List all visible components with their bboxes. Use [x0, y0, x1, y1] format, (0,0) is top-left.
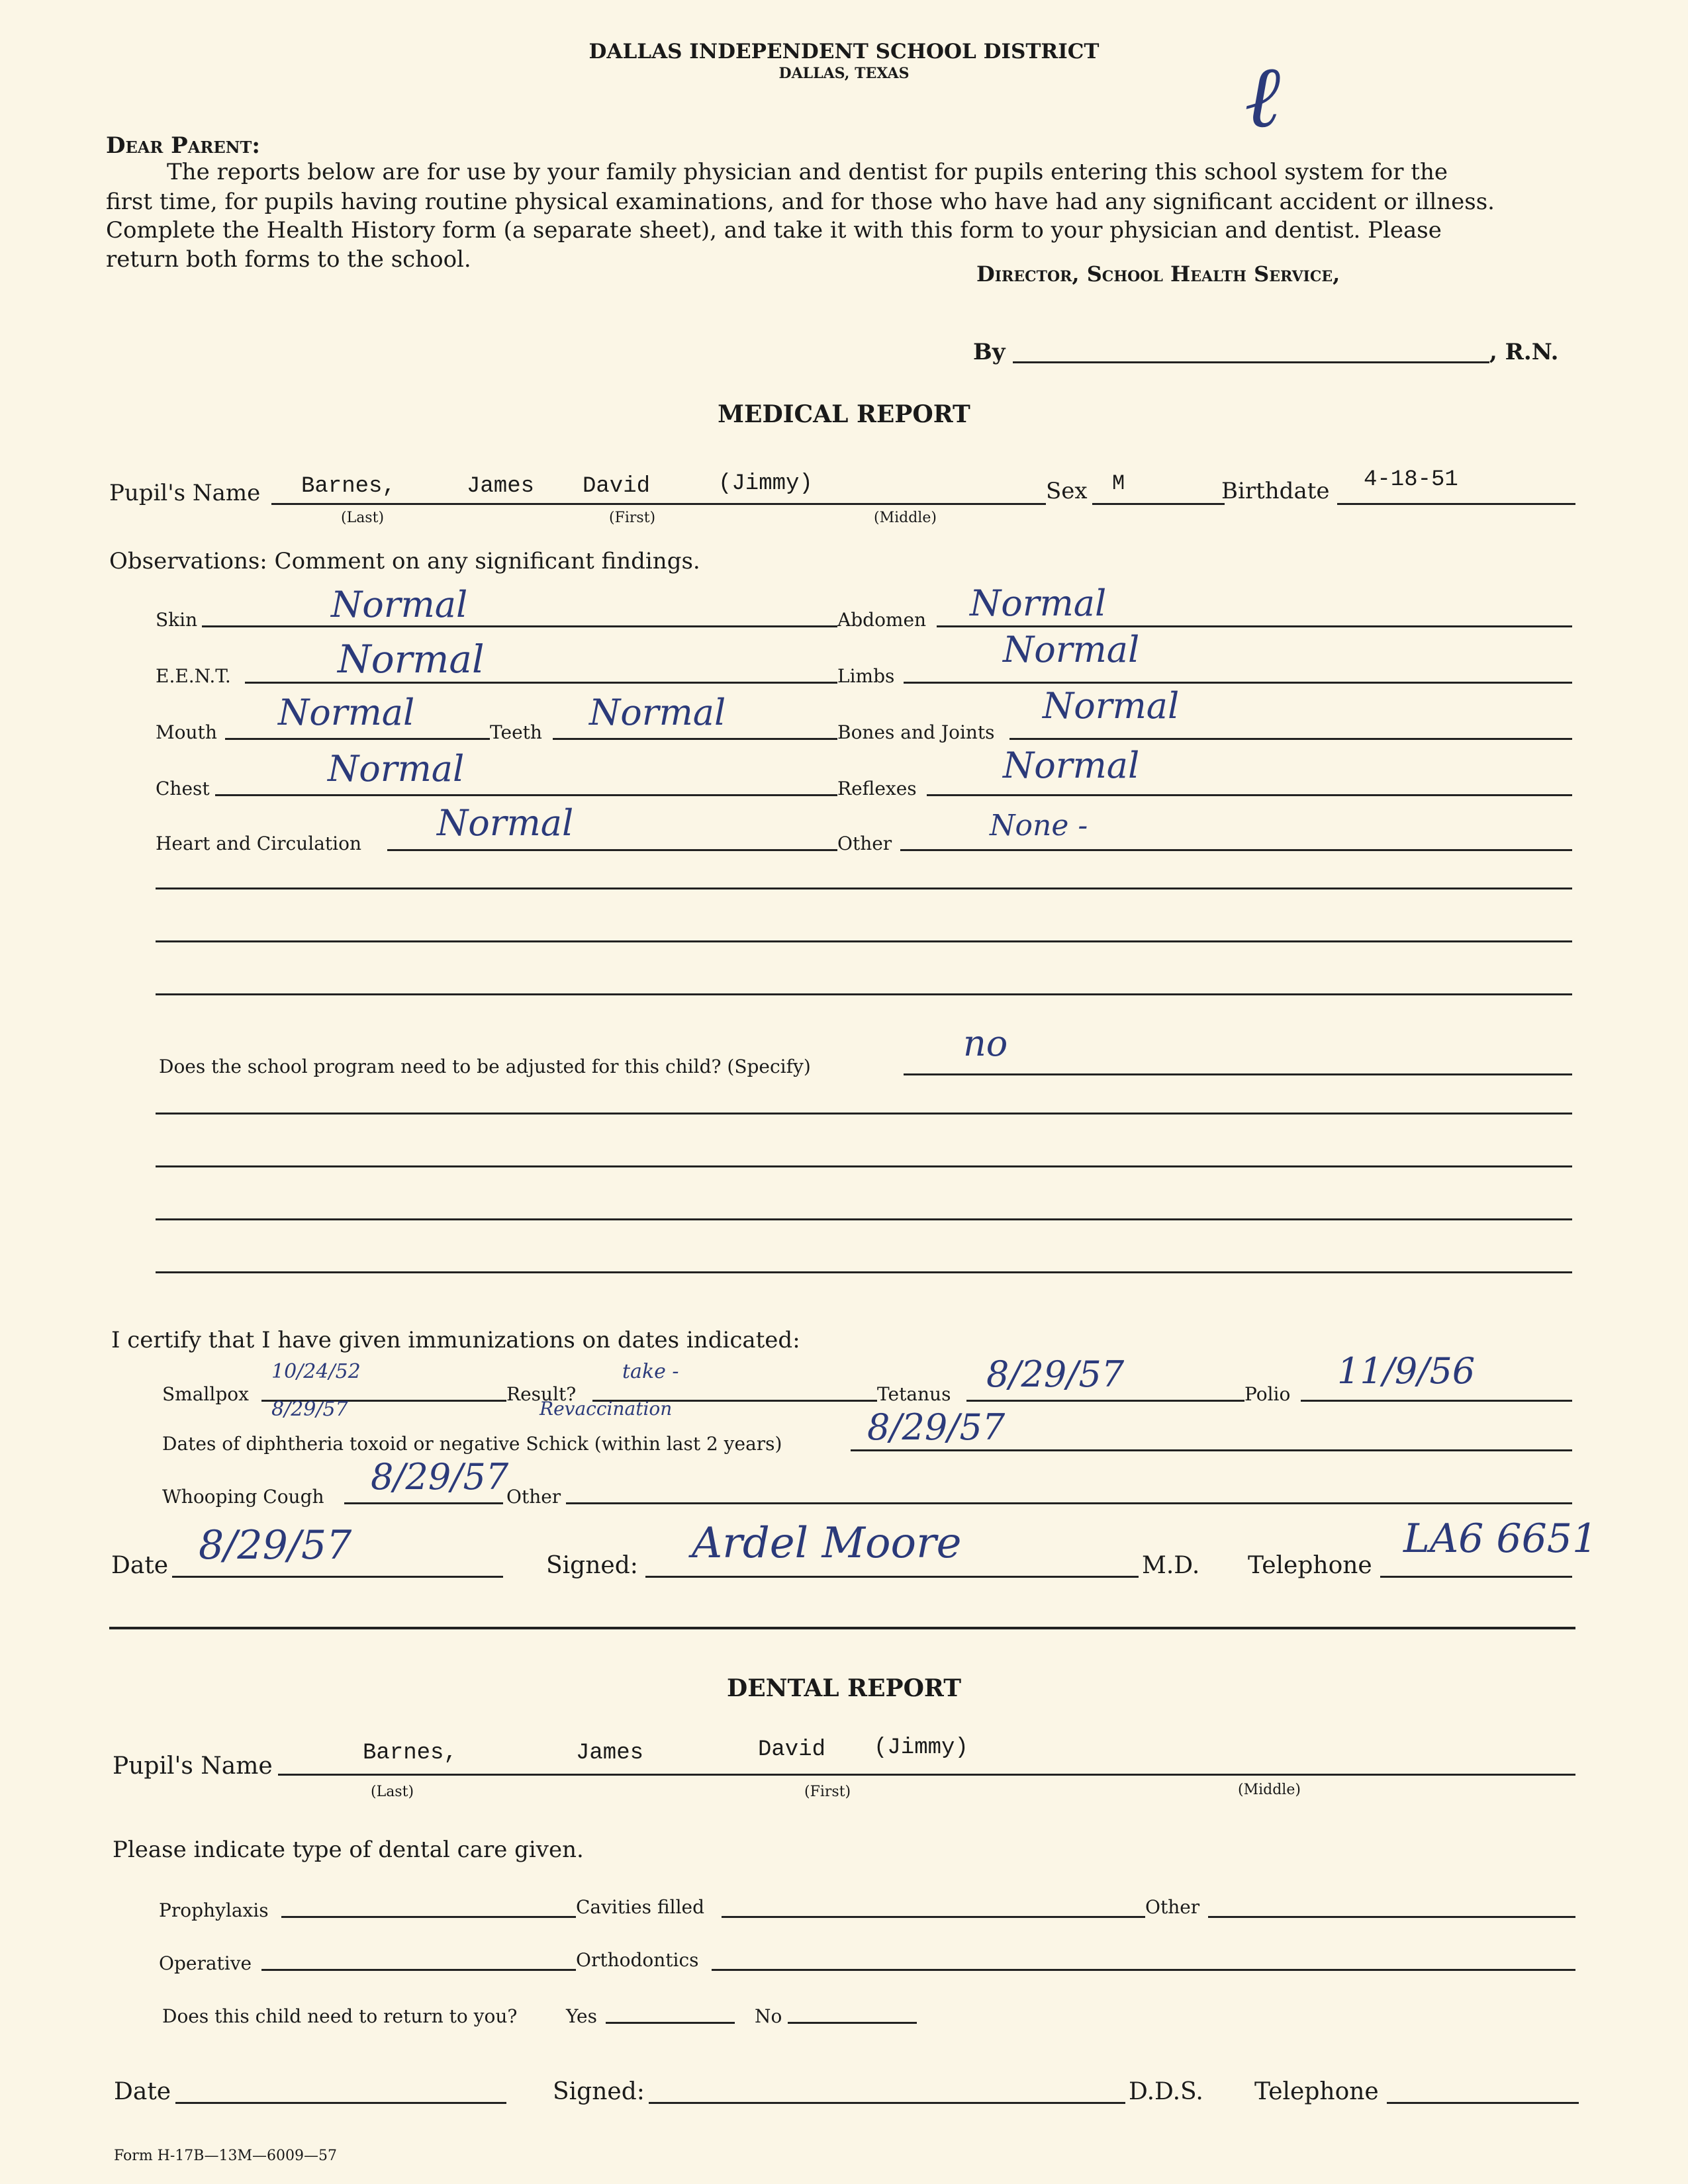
notes-line-2[interactable] [156, 940, 1572, 942]
medical-telephone-label: Telephone [1248, 1552, 1372, 1579]
adjust-notes-line-4[interactable] [156, 1271, 1572, 1273]
last-caption: (Last) [341, 510, 385, 526]
pupil-first-name: James [467, 474, 535, 499]
return-yes-line[interactable] [606, 2002, 735, 2024]
chest-label: Chest [156, 778, 210, 799]
teeth-value: Normal [589, 692, 726, 733]
dental-pupil-nickname: (Jimmy) [874, 1735, 968, 1760]
immunization-other-line[interactable] [566, 1482, 1572, 1504]
heart-label: Heart and Circulation [156, 833, 361, 854]
cavities-filled-line[interactable] [722, 1896, 1145, 1918]
reflexes-label: Reflexes [837, 778, 917, 799]
operative-line[interactable] [261, 1949, 576, 1971]
other-label: Other [837, 833, 892, 854]
diphtheria-label: Dates of diphtheria toxoid or negative Schick (within last 2 years) [162, 1433, 782, 1455]
limbs-value: Normal [1003, 629, 1140, 670]
md-label: M.D. [1142, 1552, 1200, 1579]
dental-pupil-middle-name: David [758, 1737, 826, 1762]
sex-label: Sex [1046, 478, 1088, 504]
skin-line[interactable] [202, 606, 837, 627]
result-label: Result? [506, 1383, 577, 1405]
district-city: DALLAS, TEXAS [778, 65, 910, 82]
letter-line-1: The reports below are for use by your family physician and dentist for pupils entering this school system for the [167, 159, 1448, 185]
whooping-cough-label: Whooping Cough [162, 1486, 324, 1508]
medical-telephone-value: LA6 6651 [1403, 1516, 1598, 1562]
adjust-notes-line-2[interactable] [156, 1165, 1572, 1167]
smallpox-date-2: 8/29/57 [271, 1398, 348, 1421]
medical-signed-label: Signed: [546, 1552, 638, 1579]
orthodontics-line[interactable] [712, 1949, 1575, 1971]
return-no-line[interactable] [788, 2002, 917, 2024]
return-question-label: Does this child need to return to you? [162, 2005, 518, 2027]
eent-value: Normal [338, 637, 485, 682]
sex-value: M [1112, 471, 1125, 496]
dental-care-label: Please indicate type of dental care given. [113, 1837, 584, 1863]
eent-label: E.E.N.T. [156, 665, 231, 687]
chest-line[interactable] [215, 774, 837, 796]
polio-date: 11/9/56 [1337, 1350, 1476, 1392]
abdomen-value: Normal [970, 582, 1107, 624]
adjust-notes-line-3[interactable] [156, 1218, 1572, 1220]
middle-caption: (Middle) [874, 510, 937, 526]
letter-line-3: Complete the Health History form (a separate sheet), and take it with this form to your physician and dentist. Please [106, 217, 1442, 244]
smallpox-label: Smallpox [162, 1383, 249, 1405]
section-divider [109, 1627, 1575, 1629]
birthdate-value: 4-18-51 [1364, 467, 1458, 492]
birthdate-label: Birthdate [1221, 478, 1330, 504]
chest-value: Normal [328, 748, 465, 790]
dental-middle-caption: (Middle) [1238, 1782, 1301, 1798]
notes-line-1[interactable] [156, 887, 1572, 889]
result-value-2: Revaccination [539, 1398, 673, 1420]
dental-pupil-first-name: James [576, 1741, 644, 1766]
dental-first-caption: (First) [804, 1784, 851, 1800]
whooping-cough-date: 8/29/57 [371, 1456, 509, 1498]
tetanus-label: Tetanus [877, 1383, 951, 1405]
certify-label: I certify that I have given immunizations on dates indicated: [111, 1327, 800, 1353]
dental-other-line[interactable] [1208, 1896, 1575, 1918]
bones-joints-value: Normal [1043, 685, 1180, 727]
medical-date-label: Date [111, 1552, 169, 1579]
dental-telephone-label: Telephone [1254, 2078, 1379, 2105]
limbs-label: Limbs [837, 665, 895, 687]
cavities-filled-label: Cavities filled [576, 1896, 705, 1918]
heart-value: Normal [437, 802, 574, 844]
return-yes-label: Yes [566, 2005, 597, 2027]
dental-date-label: Date [114, 2078, 171, 2105]
pupil-nickname: (Jimmy) [718, 471, 813, 496]
dental-pupil-last-name: Barnes, [363, 1741, 457, 1766]
observations-label: Observations: Comment on any significant findings. [109, 548, 700, 574]
rn-signature-line[interactable] [1013, 339, 1489, 363]
physician-signature: Ardel Moore [692, 1519, 962, 1568]
prophylaxis-line[interactable] [281, 1896, 576, 1918]
teeth-label: Teeth [490, 721, 542, 743]
corner-handwritten-mark: ℓ [1244, 46, 1281, 147]
adjust-value: no [963, 1023, 1008, 1064]
pupil-last-name: Barnes, [301, 474, 396, 499]
letter-line-2: first time, for pupils having routine physical examinations, and for those who have had any significant accident or illness. [106, 189, 1495, 215]
operative-label: Operative [159, 1952, 252, 1974]
by-label: By [973, 339, 1006, 365]
reflexes-value: Normal [1003, 745, 1140, 786]
smallpox-date-1: 10/24/52 [271, 1360, 361, 1383]
adjust-notes-line-1[interactable] [156, 1112, 1572, 1115]
other-value: None - [990, 809, 1088, 842]
pupil-middle-name: David [583, 474, 651, 499]
rn-label: , R.N. [1489, 339, 1559, 365]
dds-label: D.D.S. [1129, 2078, 1203, 2105]
notes-line-3[interactable] [156, 993, 1572, 995]
bones-joints-label: Bones and Joints [837, 721, 995, 743]
immunization-other-label: Other [506, 1486, 561, 1508]
orthodontics-label: Orthodontics [576, 1949, 699, 1971]
dental-signed-label: Signed: [553, 2078, 645, 2105]
dental-last-caption: (Last) [371, 1784, 414, 1800]
polio-label: Polio [1244, 1383, 1291, 1405]
dental-date-line[interactable] [175, 2078, 506, 2104]
mouth-label: Mouth [156, 721, 217, 743]
pupil-name-label: Pupil's Name [109, 480, 261, 506]
tetanus-date: 8/29/57 [986, 1353, 1125, 1395]
skin-value: Normal [331, 584, 468, 625]
director-signoff: Director, School Health Service, [976, 261, 1340, 287]
prophylaxis-label: Prophylaxis [159, 1899, 269, 1921]
result-value-1: take - [622, 1360, 679, 1383]
dental-signature-line[interactable] [649, 2078, 1125, 2104]
medical-date-value: 8/29/57 [199, 1522, 352, 1569]
district-name: DALLAS INDEPENDENT SCHOOL DISTRICT [588, 40, 1100, 64]
letter-line-4: return both forms to the school. [106, 246, 471, 273]
abdomen-label: Abdomen [837, 609, 927, 631]
eent-line[interactable] [245, 662, 837, 684]
mouth-value: Normal [278, 692, 415, 733]
first-caption: (First) [609, 510, 656, 526]
salutation: Dear Parent: [106, 132, 260, 159]
skin-label: Skin [156, 609, 198, 631]
dental-pupil-name-label: Pupil's Name [113, 1752, 273, 1780]
diphtheria-date: 8/29/57 [867, 1406, 1006, 1448]
dental-other-label: Other [1145, 1896, 1200, 1918]
adjust-label: Does the school program need to be adjusted for this child? (Specify) [159, 1056, 811, 1077]
return-no-label: No [755, 2005, 782, 2027]
form-number: Form H-17B—13M—6009—57 [114, 2148, 337, 2164]
dental-telephone-line[interactable] [1387, 2078, 1579, 2104]
dental-report-title: DENTAL REPORT [726, 1674, 962, 1702]
medical-report-title: MEDICAL REPORT [718, 400, 970, 428]
